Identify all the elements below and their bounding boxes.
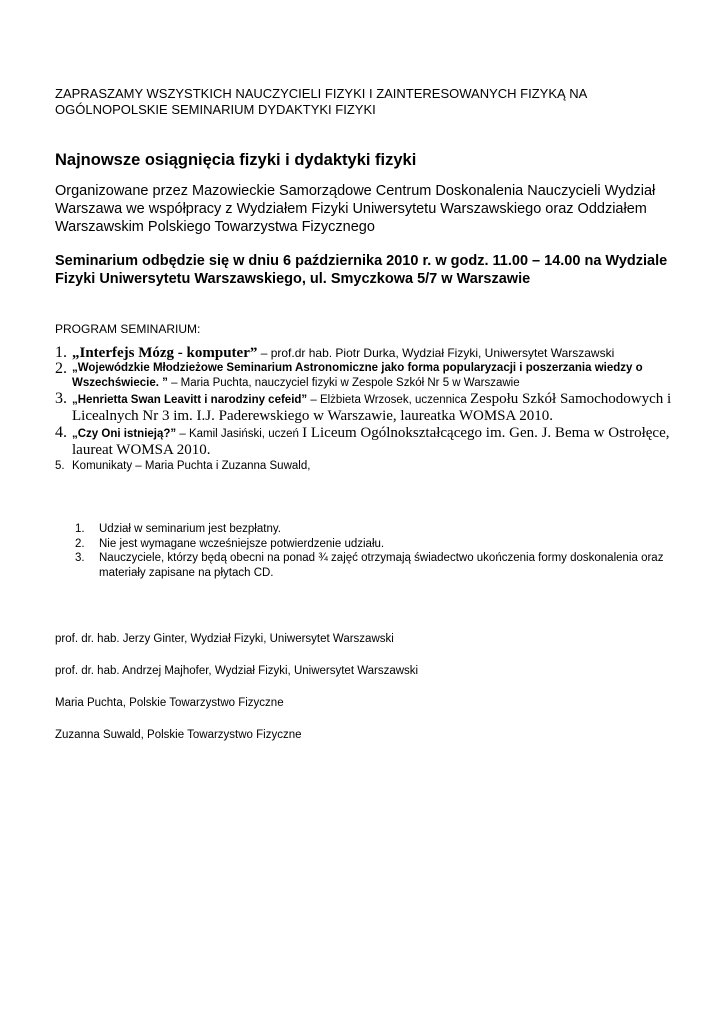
invitation-line-1: ZAPRASZAMY WSZYSTKICH NAUCZYCIELI FIZYKI I ZAINTERESOWANYCH FIZYKĄ NA: [55, 86, 588, 101]
program-item-title: „Henrietta Swan Leavitt i narodziny cefeid”: [72, 394, 308, 406]
note-number: 1.: [75, 523, 85, 535]
program-item-title: „Czy Oni istnieją?”: [72, 428, 177, 440]
program-item-title: „Wojewódzkie Młodzieżowe Seminarium Astronomiczne jako forma popularyzacji i poszerzania wiedzy o Wszechświecie. ”: [72, 362, 643, 389]
program-item-affiliation: Zespołu Szkół Samochodowych i Licealnych Nr 3 im. I.J. Paderewskiego w Warszawie, laureatka WOMSA 2010.: [72, 391, 672, 424]
note-item: [75, 551, 675, 580]
program-item-title: „Interfejs Mózg - komputer”: [72, 345, 258, 361]
note-number: 3.: [75, 552, 85, 564]
program-item-speaker: – Maria Puchta, nauczyciel fizyki w Zespole Szkół Nr 5 w Warszawie: [167, 377, 520, 389]
program-heading: PROGRAM SEMINARIUM:: [55, 322, 201, 336]
signatory: prof. dr. hab. Andrzej Majhofer, Wydział Fizyki, Uniwersytet Warszawski: [55, 665, 419, 677]
note-item: [75, 522, 675, 537]
program-item: [55, 459, 675, 474]
signatories: [55, 632, 675, 743]
program-item-speaker: – prof.dr hab. Piotr Durka, Wydział Fizyki, Uniwersytet Warszawski: [257, 346, 615, 360]
program-item-number: 1.: [55, 344, 67, 361]
note-number: 2.: [75, 537, 85, 550]
notes-list: [75, 522, 675, 580]
invitation-header: [55, 86, 675, 118]
program-list: [55, 345, 675, 474]
program-item: [55, 425, 675, 459]
program-item-speaker: – Elżbieta Wrzosek, uczennica: [307, 394, 470, 406]
program-item-number: 4.: [55, 424, 67, 441]
program-item-number: 3.: [55, 390, 67, 407]
program-item: [55, 345, 675, 361]
signatory: Maria Puchta, Polskie Towarzystwo Fizyczne: [55, 697, 284, 709]
program-item: [55, 361, 675, 391]
document-page: [55, 86, 675, 756]
date-location-paragraph: Seminarium odbędzie się w dniu 6 października 2010 r. w godz. 11.00 – 14.00 na Wydziale Fizyki Uniwersytetu Warszawskiego, ul. Smyczkowa 5/7 w Warszawie: [55, 253, 668, 287]
program-item-speaker: – Kamil Jasiński, uczeń: [176, 428, 303, 440]
note-text: Udział w seminarium jest bezpłatny.: [99, 523, 281, 535]
signatory: prof. dr. hab. Jerzy Ginter, Wydział Fizyki, Uniwersytet Warszawski: [55, 633, 394, 645]
note-item: [75, 537, 675, 552]
note-text: Nauczyciele, którzy będą obecni na ponad ¾ zajęć otrzymają świadectwo ukończenia formy doskonalenia oraz materiały zapisane na płytach CD.: [99, 552, 664, 579]
program-item-number: 2.: [55, 360, 67, 377]
program-item-speaker: Komunikaty – Maria Puchta i Zuzanna Suwald,: [72, 460, 311, 472]
invitation-line-2: OGÓLNOPOLSKIE SEMINARIUM DYDAKTYKI FIZYKI: [55, 102, 376, 117]
note-text: Nie jest wymagane wcześniejsze potwierdzenie udziału.: [99, 537, 385, 550]
program-item: [55, 391, 675, 425]
seminar-title: Najnowsze osiągnięcia fizyki i dydaktyki fizyki: [55, 151, 417, 169]
organizer-paragraph: Organizowane przez Mazowieckie Samorządowe Centrum Doskonalenia Nauczycieli Wydział Warszawa we współpracy z Wydziałem Fizyki Uniwersytetu Warszawskiego oraz Oddziałem Warszawskim Polskiego Towarzystwa Fizycznego: [55, 183, 656, 235]
signatory: Zuzanna Suwald, Polskie Towarzystwo Fizyczne: [55, 729, 302, 741]
program-item-affiliation: I Liceum Ogólnokształcącego im. Gen. J. Bema w Ostrołęce, laureat WOMSA 2010.: [72, 425, 670, 458]
program-item-number: 5.: [55, 460, 65, 472]
